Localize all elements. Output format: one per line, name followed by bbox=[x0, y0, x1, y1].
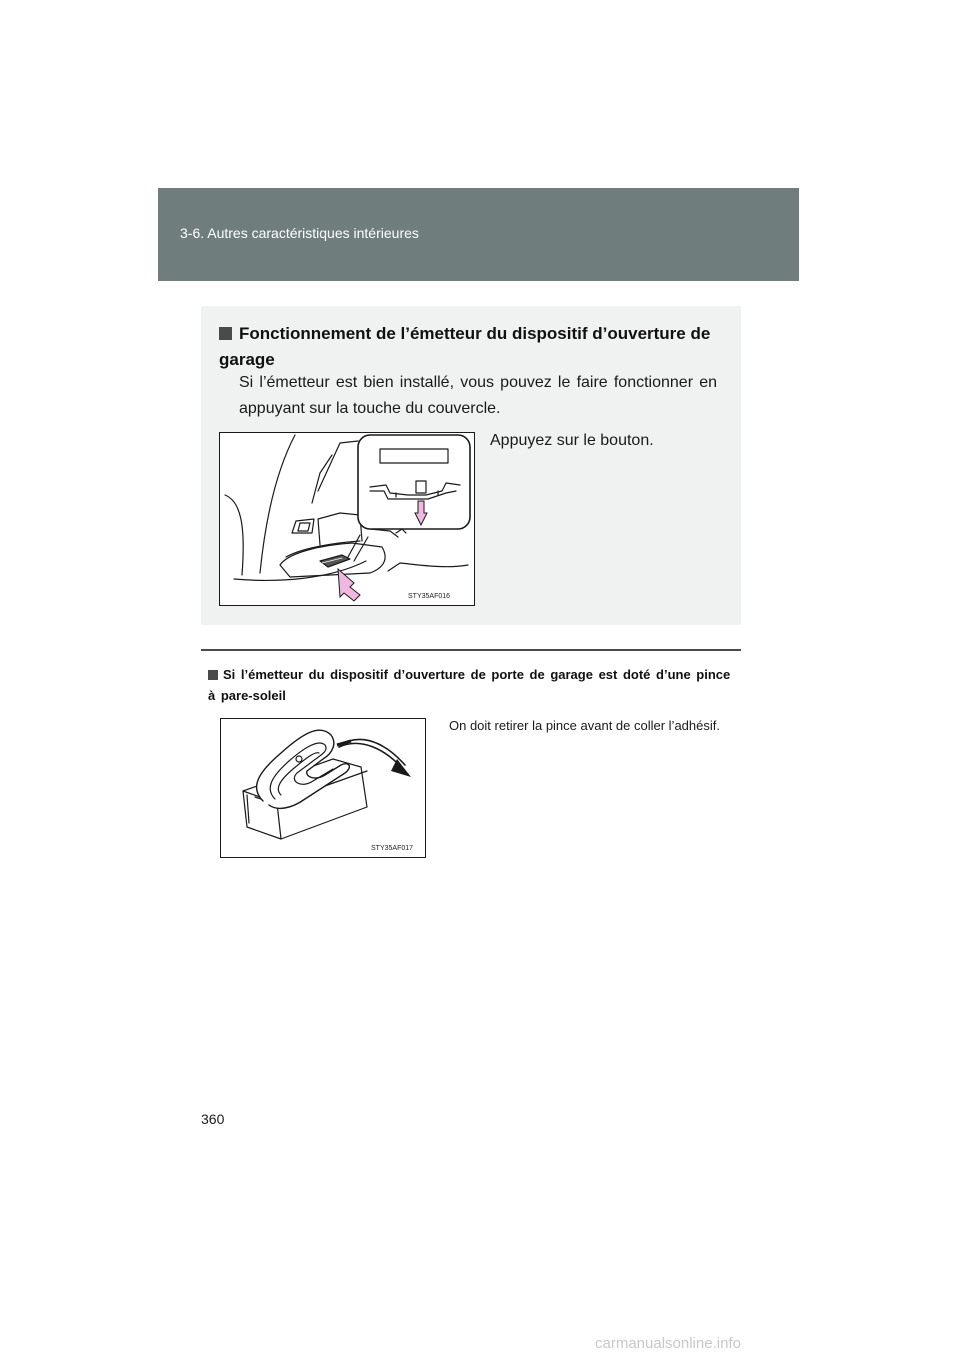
figure-caption: On doit retirer la pince avant de coller l’adhésif. bbox=[449, 718, 720, 733]
figure-caption: Appuyez sur le bouton. bbox=[490, 432, 654, 449]
watermark-link[interactable]: carmanualsonline.info bbox=[595, 1335, 741, 1352]
info-box-paragraph: Si l’émetteur est bien installé, vous pouvez le faire fonctionner en appuyant sur la touche du couvercle. bbox=[239, 374, 717, 417]
overhead-console-illustration bbox=[220, 433, 474, 605]
info-box bbox=[201, 306, 741, 625]
figure-code: STY35AF016 bbox=[408, 593, 451, 600]
square-bullet-icon bbox=[208, 670, 218, 680]
visor-clip-illustration bbox=[221, 719, 425, 857]
section-header-band bbox=[158, 188, 799, 281]
figure-visor-clip bbox=[220, 718, 426, 858]
section2-title: Si l’émetteur du dispositif d’ouverture de porte de garage est doté d’une pince à pare-soleil bbox=[208, 667, 731, 703]
page-number: 360 bbox=[201, 1111, 225, 1127]
section-divider bbox=[201, 649, 741, 651]
section2-heading bbox=[208, 664, 738, 706]
figure-code: STY35AF017 bbox=[371, 845, 414, 852]
figure-overhead-console bbox=[219, 432, 475, 606]
info-box-title: Fonctionnement de l’émetteur du dispositif d’ouverture de garage bbox=[219, 324, 711, 369]
info-box-heading bbox=[219, 321, 719, 373]
square-bullet-icon bbox=[219, 327, 232, 340]
section-title: 3-6. Autres caractéristiques intérieures bbox=[180, 225, 419, 241]
